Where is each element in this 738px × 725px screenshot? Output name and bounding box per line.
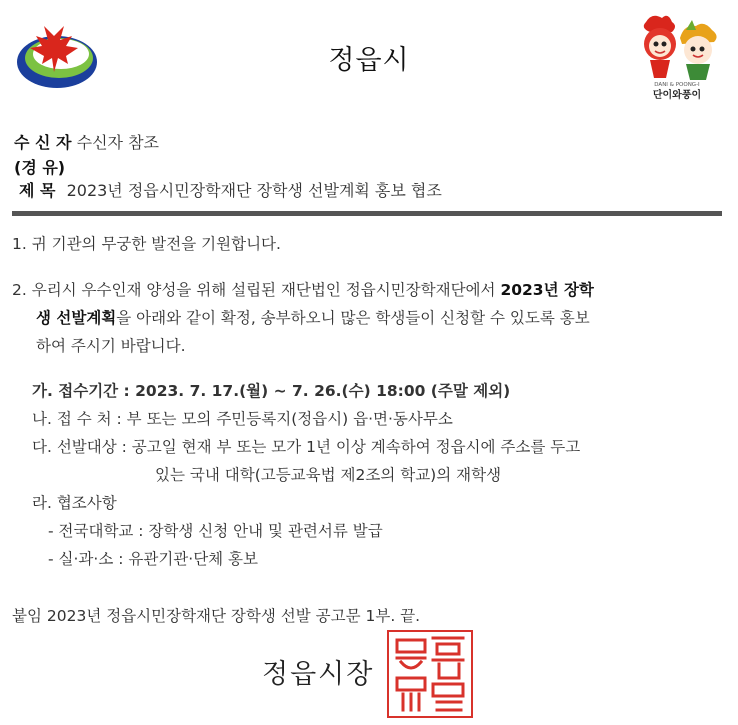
official-seal: [387, 630, 473, 718]
paragraph-2-bold-a: 2023년 장학: [500, 281, 594, 299]
item-submission-place: 나. 접 수 처 : 부 또는 모의 주민등록지(정읍시) 읍·면·동사무소: [32, 410, 453, 428]
mascot-text: 단이와풍이: [652, 90, 702, 101]
item-application-period: 가. 접수기간 : 2023. 7. 17.(월) ~ 7. 26.(수) 18:00 (주말 제외): [32, 382, 511, 400]
paragraph-2-line-1: [12, 278, 594, 300]
paragraph-1: 1. 귀 기관의 무궁한 발전을 기원합니다.: [12, 235, 281, 253]
mascot-small-text: DANI & POONG-I: [654, 82, 700, 88]
organization-title: 정읍시: [328, 45, 410, 76]
item-eligibility-line-2: 있는 국내 대학(고등교육법 제2조의 학교)의 재학생: [155, 466, 502, 484]
recipient-row: [14, 130, 159, 153]
paragraph-2-line-2: [36, 306, 590, 328]
mascot-dani: [644, 16, 676, 78]
item-eligibility-line-1: 다. 선발대상 : 공고일 현재 부 또는 모가 1년 이상 계속하여 정읍시에 주소를 두고: [32, 438, 581, 456]
subject-row: [19, 178, 442, 201]
paragraph-2-text-a: 2. 우리시 우수인재 양성을 위해 설립된 재단법인 정읍시민장학재단에서: [12, 281, 501, 299]
mascot-poongi: [680, 20, 717, 80]
attachment-line: 붙임 2023년 정읍시민장학재단 장학생 선발 공고문 1부. 끝.: [12, 607, 421, 625]
sub-item-departments: - 실·과·소 : 유관기관·단체 홍보: [48, 550, 259, 568]
recipient-label: 수 신 자: [14, 133, 72, 152]
subject-value: 2023년 정읍시민장학재단 장학생 선발계획 홍보 협조: [66, 181, 442, 200]
item-cooperation: 라. 협조사항: [32, 494, 117, 512]
header-divider: [12, 211, 722, 216]
via-row: [14, 155, 65, 178]
paragraph-2-line-3: 하여 주시기 바랍니다.: [36, 337, 186, 355]
signatory-title: 정읍시장: [262, 659, 375, 690]
mascot-logo: [632, 12, 722, 104]
subject-label: 제 목: [19, 181, 56, 200]
via-label: (경 유): [14, 158, 66, 177]
recipient-value: 수신자 참조: [76, 133, 159, 152]
sub-item-universities: - 전국대학교 : 장학생 신청 안내 및 관련서류 발급: [48, 522, 383, 540]
paragraph-2-text-b: 을 아래와 같이 확정, 송부하오니 많은 학생들이 신청할 수 있도록 홍보: [116, 309, 590, 327]
paragraph-2-bold-b: 생 선발계획: [36, 309, 117, 327]
